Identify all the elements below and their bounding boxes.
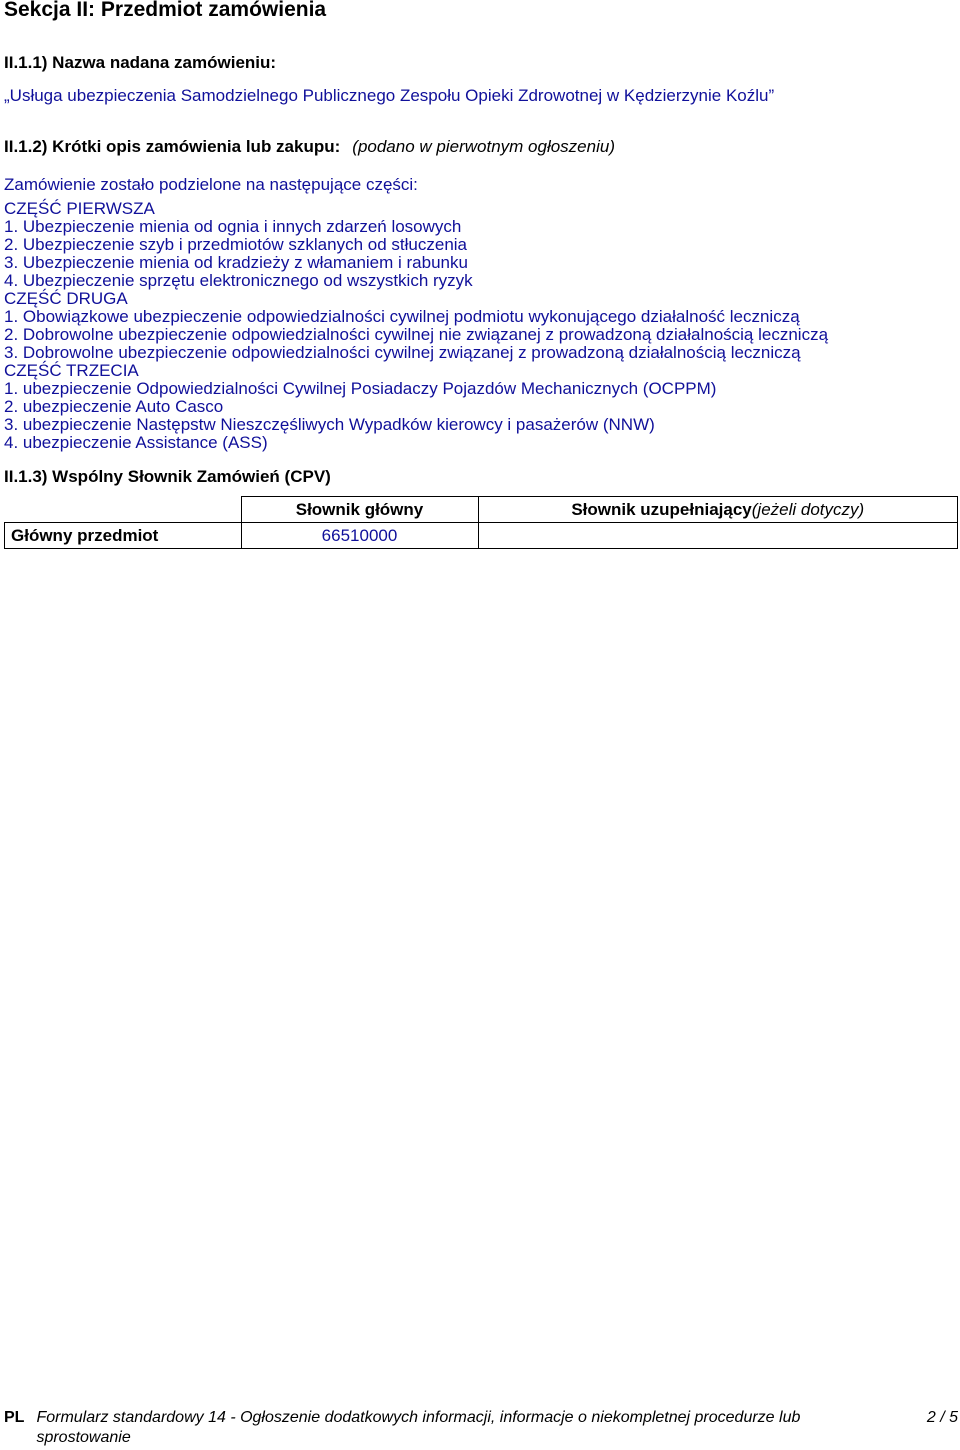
footer-lang: PL bbox=[4, 1409, 25, 1426]
cpv-main-code: 66510000 bbox=[241, 523, 478, 549]
cpv-col-supp-note: (jeżeli dotyczy) bbox=[751, 499, 865, 519]
description-line: 4. Ubezpieczenie sprzętu elektronicznego od wszystkich ryzyk bbox=[4, 271, 473, 290]
section-title: Sekcja II: Przedmiot zamówienia bbox=[4, 0, 327, 21]
cpv-corner-cell bbox=[5, 497, 242, 523]
cpv-heading bbox=[4, 467, 331, 487]
order-name-value: „Usługa ubezpieczenia Samodzielnego Publicznego Zespołu Opieki Zdrowotnej w Kędzierzynie Koźlu” bbox=[4, 86, 775, 105]
description-line: 3. ubezpieczenie Następstw Nieszczęśliwych Wypadków kierowcy i pasażerów (NNW) bbox=[4, 415, 655, 434]
cpv-supp-code bbox=[478, 523, 958, 549]
cpv-row-label: Główny przedmiot bbox=[5, 523, 242, 549]
description-line: CZĘŚĆ DRUGA bbox=[4, 289, 128, 308]
description-heading bbox=[4, 137, 615, 157]
cpv-header-row bbox=[5, 497, 958, 523]
description-note: (podano w pierwotnym ogłoszeniu) bbox=[352, 137, 615, 156]
cpv-col-main-label: Słownik główny bbox=[295, 499, 424, 519]
name-label bbox=[4, 53, 276, 73]
description-line: 4. ubezpieczenie Assistance (ASS) bbox=[4, 433, 268, 452]
description-line: 1. Ubezpieczenie mienia od ognia i innych zdarzeń losowych bbox=[4, 217, 462, 236]
description-line: 1. ubezpieczenie Odpowiedzialności Cywilnej Posiadaczy Pojazdów Mechanicznych (OCPPM) bbox=[4, 379, 717, 398]
description-line: 2. Ubezpieczenie szyb i przedmiotów szklanych od stłuczenia bbox=[4, 235, 468, 254]
cpv-data-row bbox=[5, 523, 958, 549]
description-line: CZĘŚĆ TRZECIA bbox=[4, 361, 139, 380]
description-intro: Zamówienie zostało podzielone na następujące części: bbox=[4, 175, 418, 194]
description-line: CZĘŚĆ PIERWSZA bbox=[4, 199, 155, 218]
description-line: 2. ubezpieczenie Auto Casco bbox=[4, 397, 224, 416]
cpv-col-supp bbox=[478, 497, 958, 523]
page-footer bbox=[4, 1408, 958, 1448]
description-label: II.1.2) Krótki opis zamówienia lub zakupu: bbox=[4, 137, 341, 156]
name-label-text: II.1.1) Nazwa nadana zamówieniu: bbox=[4, 53, 277, 72]
description-line: 3. Ubezpieczenie mienia od kradzieży z włamaniem i rabunku bbox=[4, 253, 468, 272]
cpv-col-main bbox=[241, 497, 478, 523]
description-line: 1. Obowiązkowe ubezpieczenie odpowiedzialności cywilnej podmiotu wykonującego działalność leczniczą bbox=[4, 307, 800, 326]
description-line: 2. Dobrowolne ubezpieczenie odpowiedzialności cywilnej nie związanej z prowadzoną działalnością leczniczą bbox=[4, 325, 829, 344]
description-line: 3. Dobrowolne ubezpieczenie odpowiedzialności cywilnej związanej z prowadzoną działalnością leczniczą bbox=[4, 343, 801, 362]
cpv-table bbox=[4, 496, 958, 549]
description-body bbox=[4, 176, 828, 452]
footer-page-number: 2 / 5 bbox=[926, 1409, 958, 1426]
cpv-col-supp-label: Słownik uzupełniający bbox=[571, 499, 752, 519]
cpv-label: II.1.3) Wspólny Słownik Zamówień (CPV) bbox=[4, 467, 331, 486]
footer-form-name: Formularz standardowy 14 - Ogłoszenie dodatkowych informacji, informacje o niekompletnej procedurze lub sprostowanie bbox=[36, 1409, 801, 1446]
